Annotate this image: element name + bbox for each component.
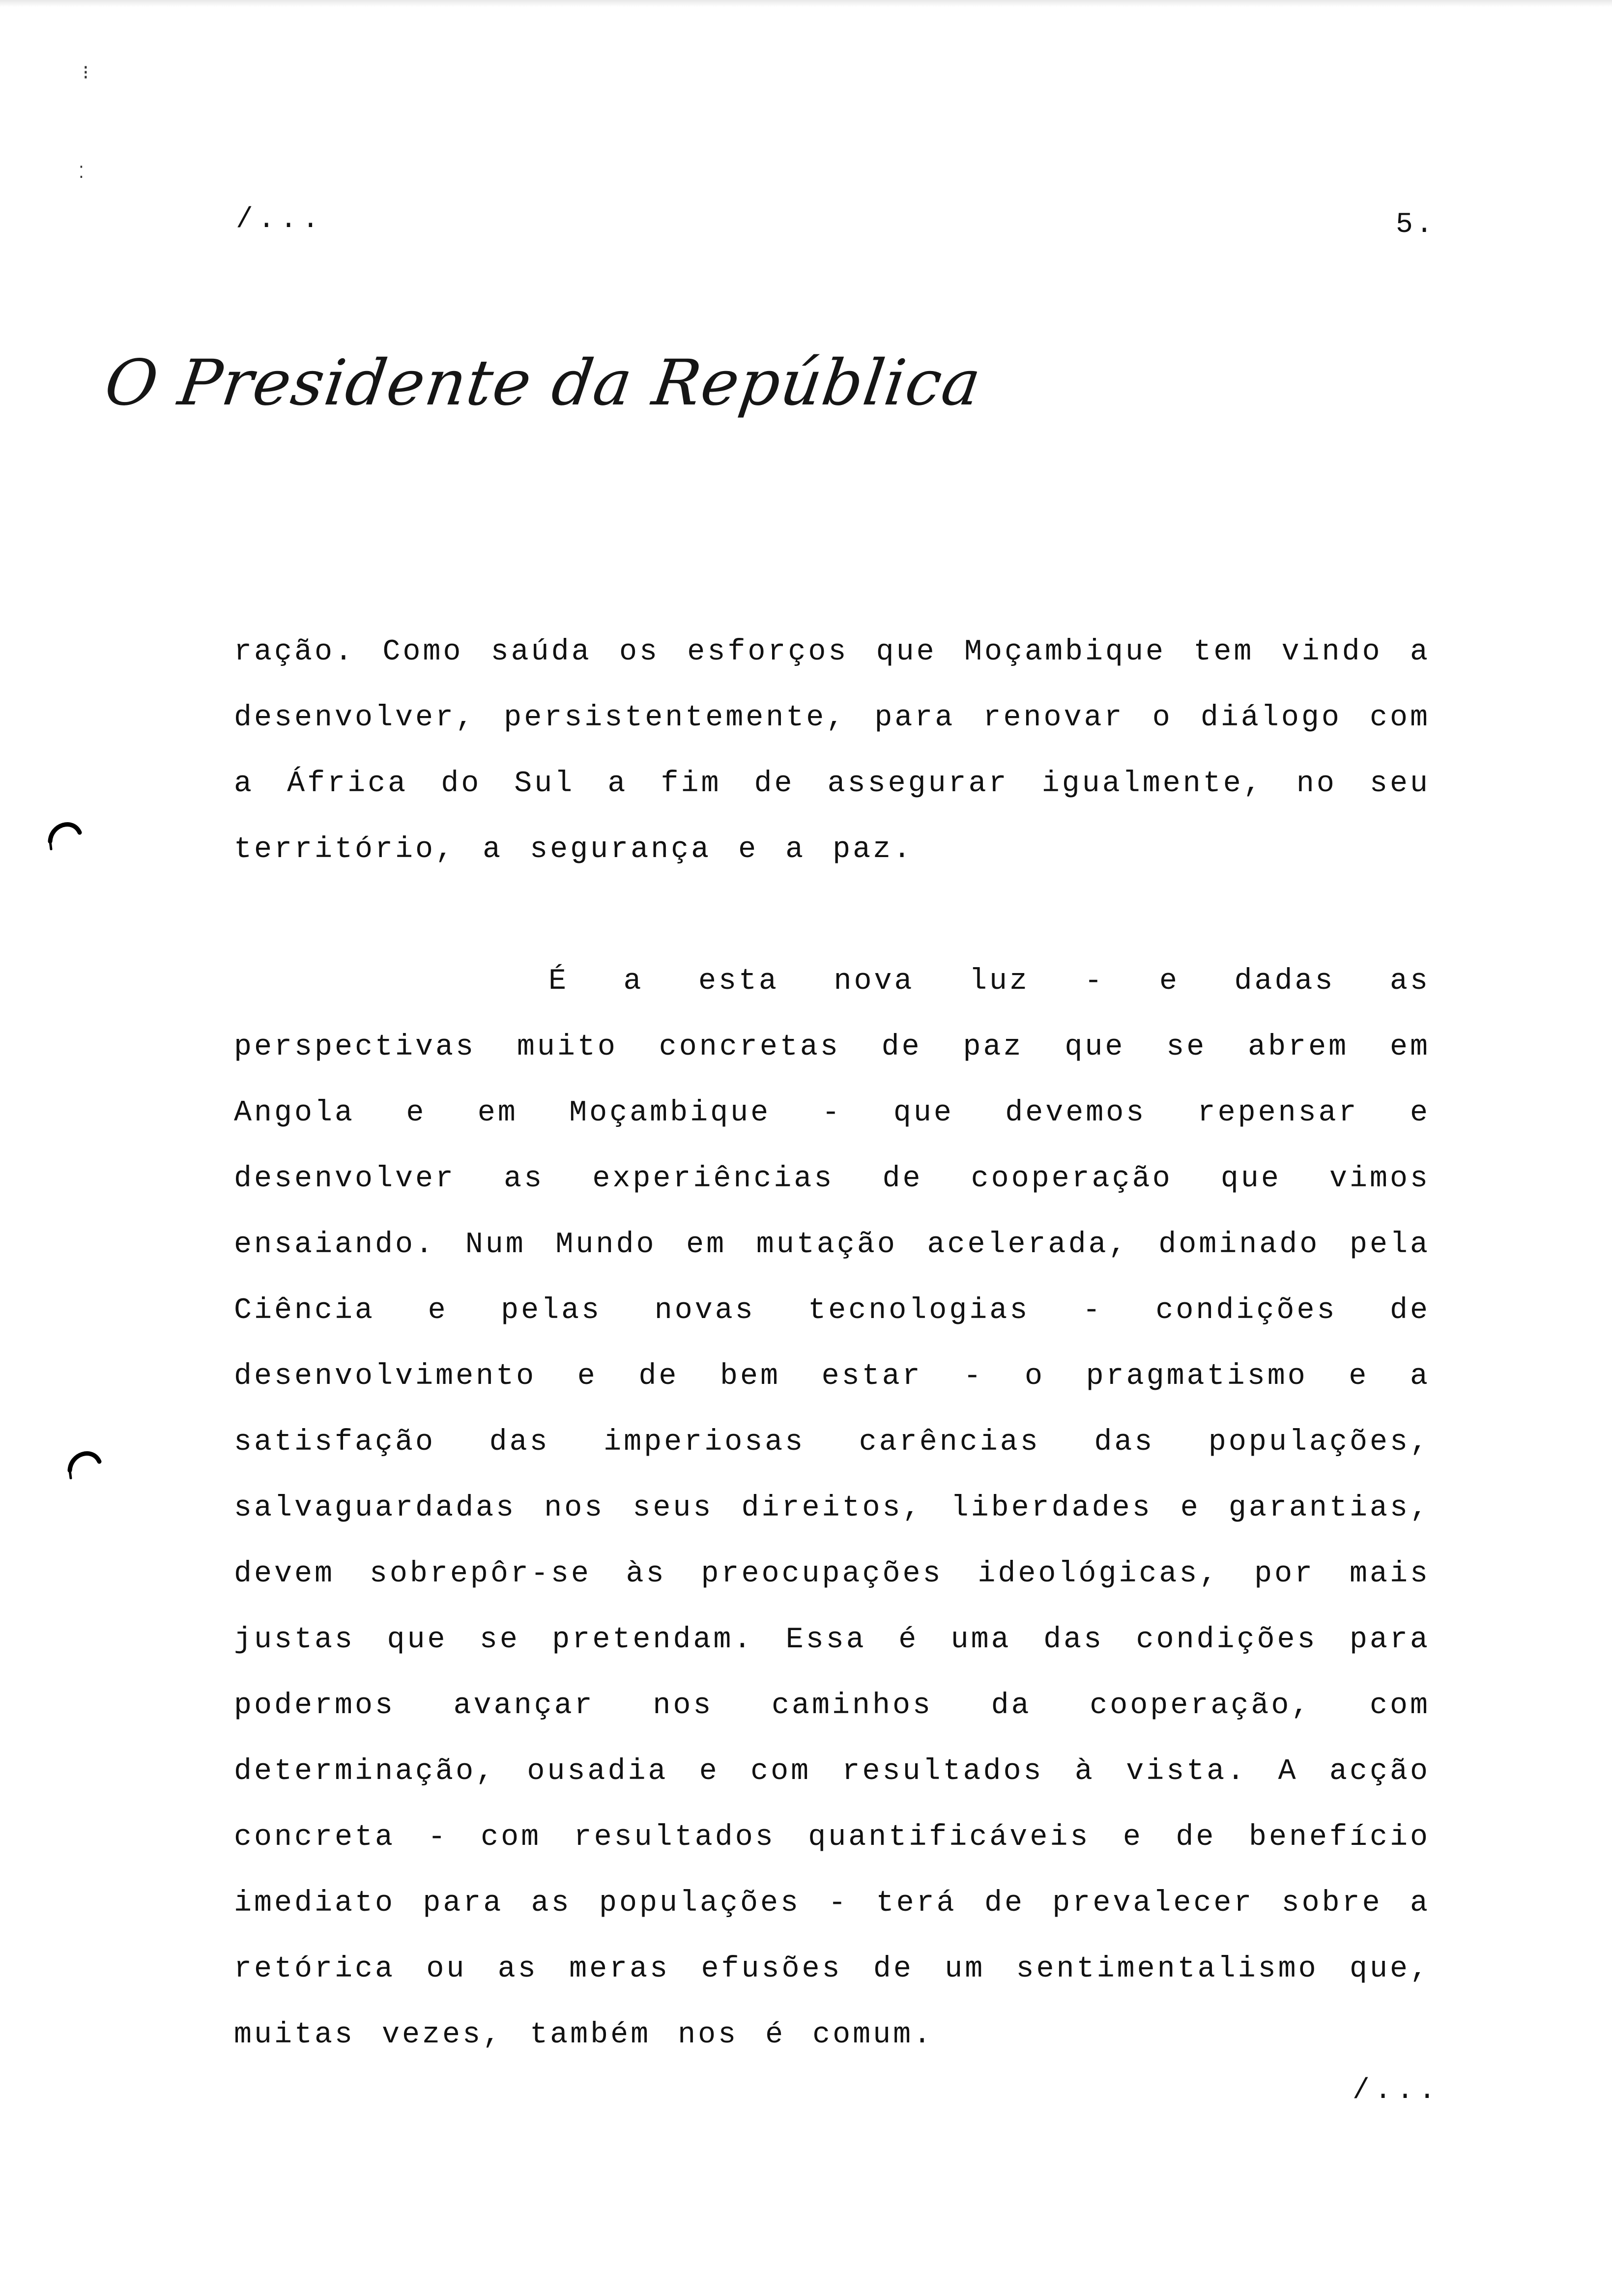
page-number: 5. — [1396, 209, 1436, 241]
body-paragraph: ração. Como saúda os esforços que Moçambique tem vindo a desenvolver, persistentemente, para renovar o diálogo com a África do Sul a fim de assegurar igualmente, no seu território, a segurança e a paz. — [234, 635, 1430, 866]
body-paragraph: É a esta nova luz - e dadas as perspectivas muito concretas de paz que se abrem em Angola e em Moçambique - que devemos repensar e desenvolver as experiências de cooperação que vimos ensaiando. Num Mundo em mutação acelerada, dominado pela Ciência e pelas novas tecnologias - condições de desenvolvimento e de bem estar - o pragmatismo e a satisfação das imperiosas carências das populações, salvaguardadas nos seus direitos, liberdades e garantias, devem sobrepôr-se às preocupações ideológicas, por mais justas que se pretendam. Essa é uma das condições para podermos avançar nos caminhos da cooperação, com determinação, ousadia e com resultados à vista. A acção concreta - com resultados quantificáveis e de benefício imediato para as populações - terá de prevalecer sobre a retórica ou as meras efusões de um sentimentalismo que, muitas vezes, também nos é comum. — [234, 965, 1430, 2052]
margin-dot-mark: ⁝ — [83, 61, 89, 84]
scan-edge — [0, 0, 1612, 7]
punch-hole-arc-icon — [44, 811, 84, 850]
punch-hole-arc-icon — [64, 1440, 103, 1479]
margin-dot-mark: ⁚ — [79, 163, 84, 182]
footer-continuation-mark: /... — [1353, 2075, 1441, 2107]
letterhead-title: O Presidente da República — [100, 346, 986, 420]
header-continuation-mark: /... — [236, 204, 324, 236]
